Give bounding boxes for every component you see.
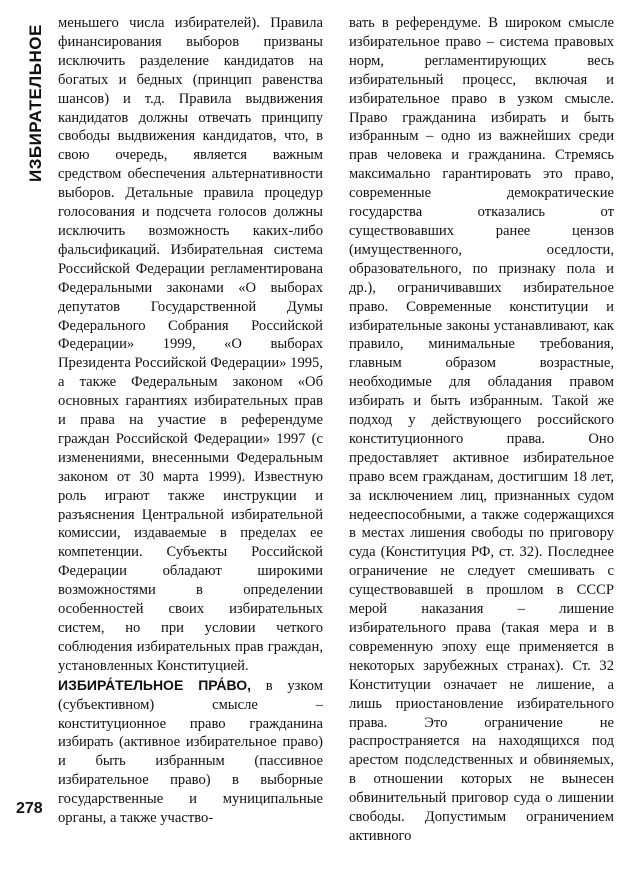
running-header-text: ИЗБИРАТЕЛЬНОЕ (26, 24, 45, 182)
entry-definition: в узком (субъективном) смысле – конституционное право гражданина избирать (активное избирательное право) и быть избранным (пассивное избирательное право) в выборные государственные и муниципальные органы, а также участво- (58, 677, 323, 827)
text-column-left (58, 14, 323, 844)
page-number: 278 (16, 800, 43, 817)
running-header (24, 12, 48, 182)
entry-continuation: вать в референдуме. В широком смысле избирательное право – система правовых норм, регламентирующих весь избирательный процесс, включая и избирательное право в узком смысле. Право гражданина избирать и быть избранным – одно из важнейших среди прав человека и гражданина. Стремясь максимально гарантировать это право, современные демократические государства отказались от существовавших ранее цензов (имущественного, оседлости, образовательного, по признаку пола и др.), ограничивавших избирательное право. Современные конституции и избирательные законы устанавливают, как правило, минимальные требования, главным образом возрастные, необходимые для обладания правом избирать и быть избранным. Такой же подход у действующего российского конституционного права. Оно предоставляет активное избирательное право всем гражданам, достигшим 18 лет, за исключением лиц, признанных судом недееспособными, а также содержащихся в местах лишения свободы по приговору суда (Конституция РФ, ст. 32). Последнее ограничение не следует смешивать с существовавшей в прошлом в СССР мерой наказания – лишение избирательного права (такая мера и в современную эпоху еще применяется в некоторых зарубежных странах). Ст. 32 Конституции означает не лишение, а лишь приостановление избирательного права. Это ограничение не распространяется на находящихся под арестом подследственных и обвиняемых, в отношении которых не вынесен обвинительный приговор суда о лишении свободы. Допустимым ограничением активного (349, 15, 614, 844)
dictionary-entry (58, 676, 323, 828)
entry-headword: ИЗБИРА́ТЕЛЬНОЕ ПРА́ВО, (58, 676, 252, 693)
text-column-right (349, 14, 614, 844)
continuation-paragraph: меньшего числа избирателей). Правила финансирования выборов призваны исключить разделение кандидатов на богатых и бедных (принцип равенства шансов) и т.д. Правила выдвижения кандидатов должны отвечать принципу свободы выдвижения кандидатов, что, в свою очередь, является важным средством обеспечения альтернативности выборов. Детальные правила процедур голосования и подсчета голосов должны исключить возможность каких-либо фальсификаций. Избирательная система Российской Федерации регламентирована Федеральными законами «О выборах депутатов Государственной Думы Федерального Собрания Российской Федерации» 1999, «О выборах Президента Российской Федерации» 1995, а также Федеральным законом «Об основных гарантиях избирательных прав и права на участие в референдуме граждан Российской Федерации» 1997 (с изменениями, внесенными Федеральным законом от 30 марта 1999). Известную роль играют также инструкции и разъяснения Центральной избирательной комиссии, издаваемые в пределах ее компетенции. Субъекты Российской Федерации обладают широкими возможностями в определении особенностей своих избирательных систем, но при условии четкого соблюдения избирательных прав граждан, установленных Конституцией. (58, 15, 323, 674)
